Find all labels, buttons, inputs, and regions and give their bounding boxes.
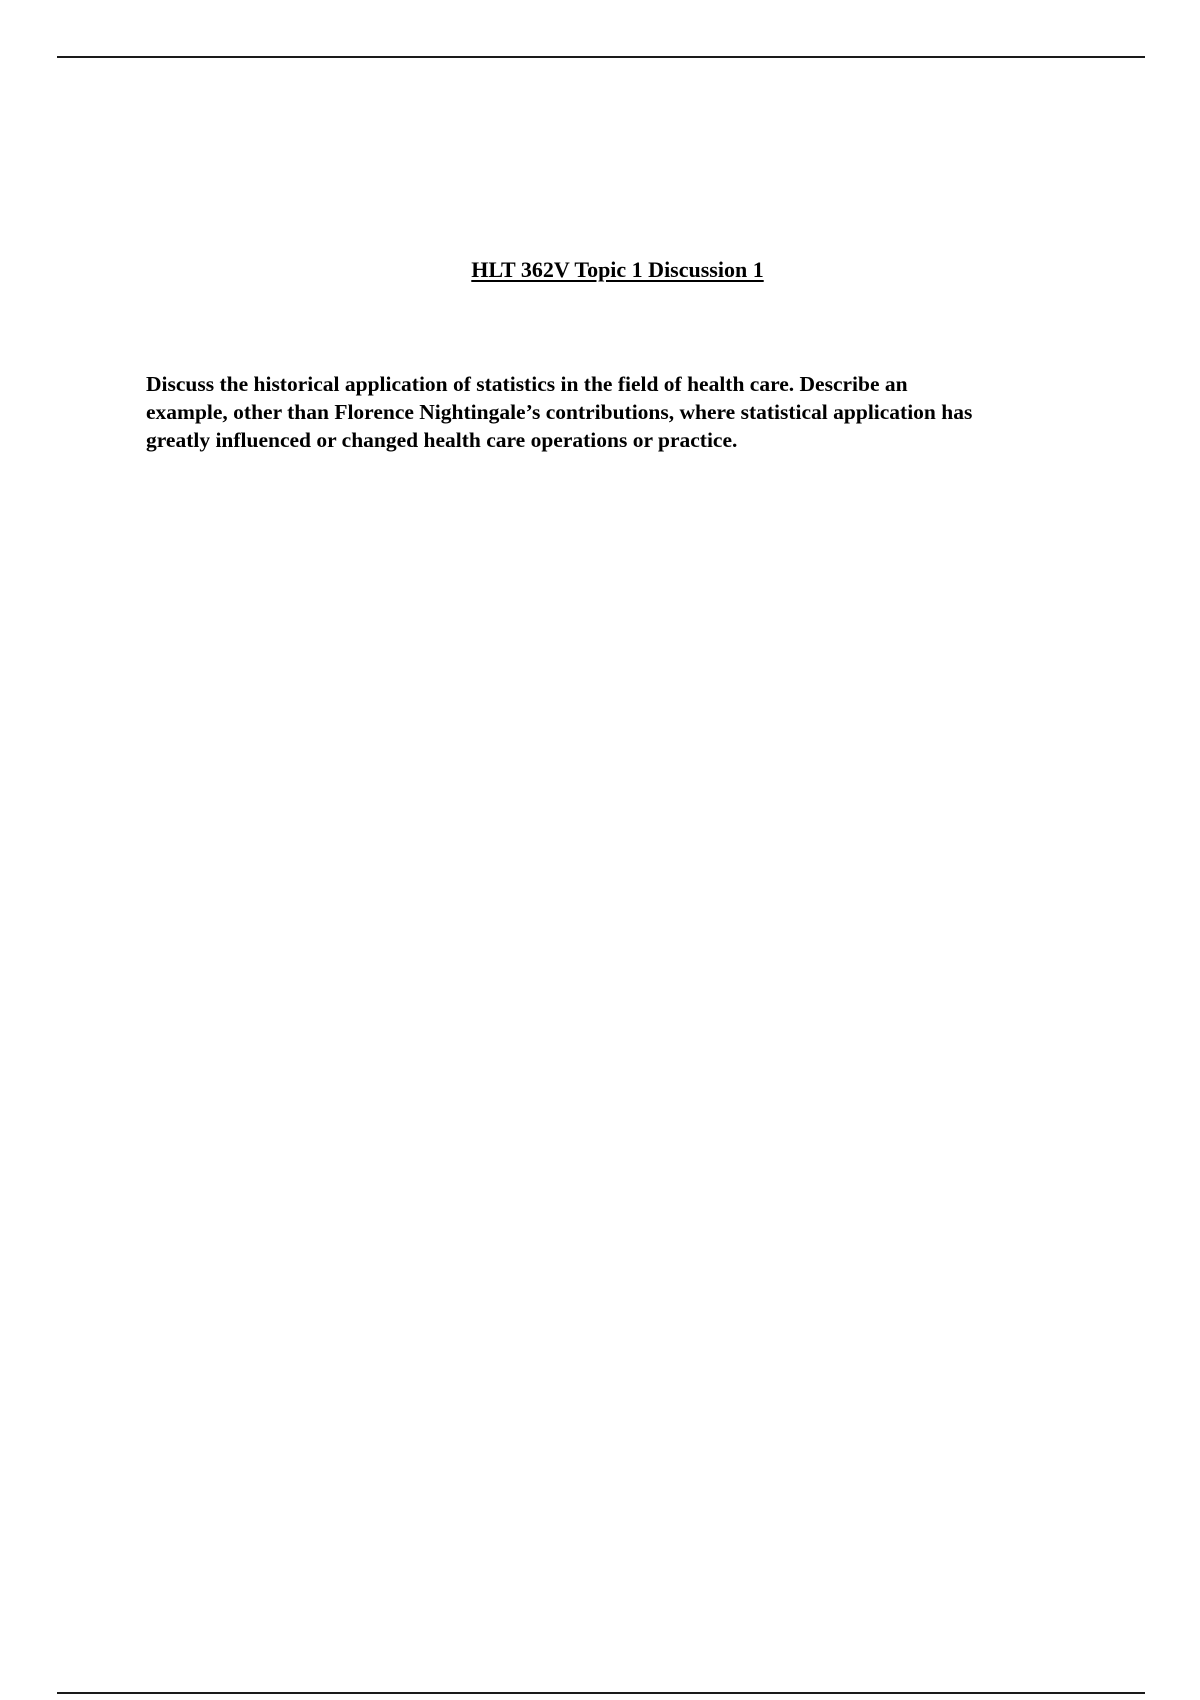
- document-title-text: HLT 362V Topic 1 Discussion 1: [471, 257, 764, 282]
- prompt-line: Discuss the historical application of statistics in the field of health care. Describe an: [146, 372, 908, 396]
- document-title: [0, 256, 1200, 284]
- footer-rule: [57, 1692, 1145, 1694]
- prompt-line: greatly influenced or changed health care operations or practice.: [146, 428, 738, 452]
- header-rule: [57, 56, 1145, 58]
- prompt-line: example, other than Florence Nightingale’s contributions, where statistical application has: [146, 400, 973, 424]
- discussion-prompt: [146, 370, 1096, 454]
